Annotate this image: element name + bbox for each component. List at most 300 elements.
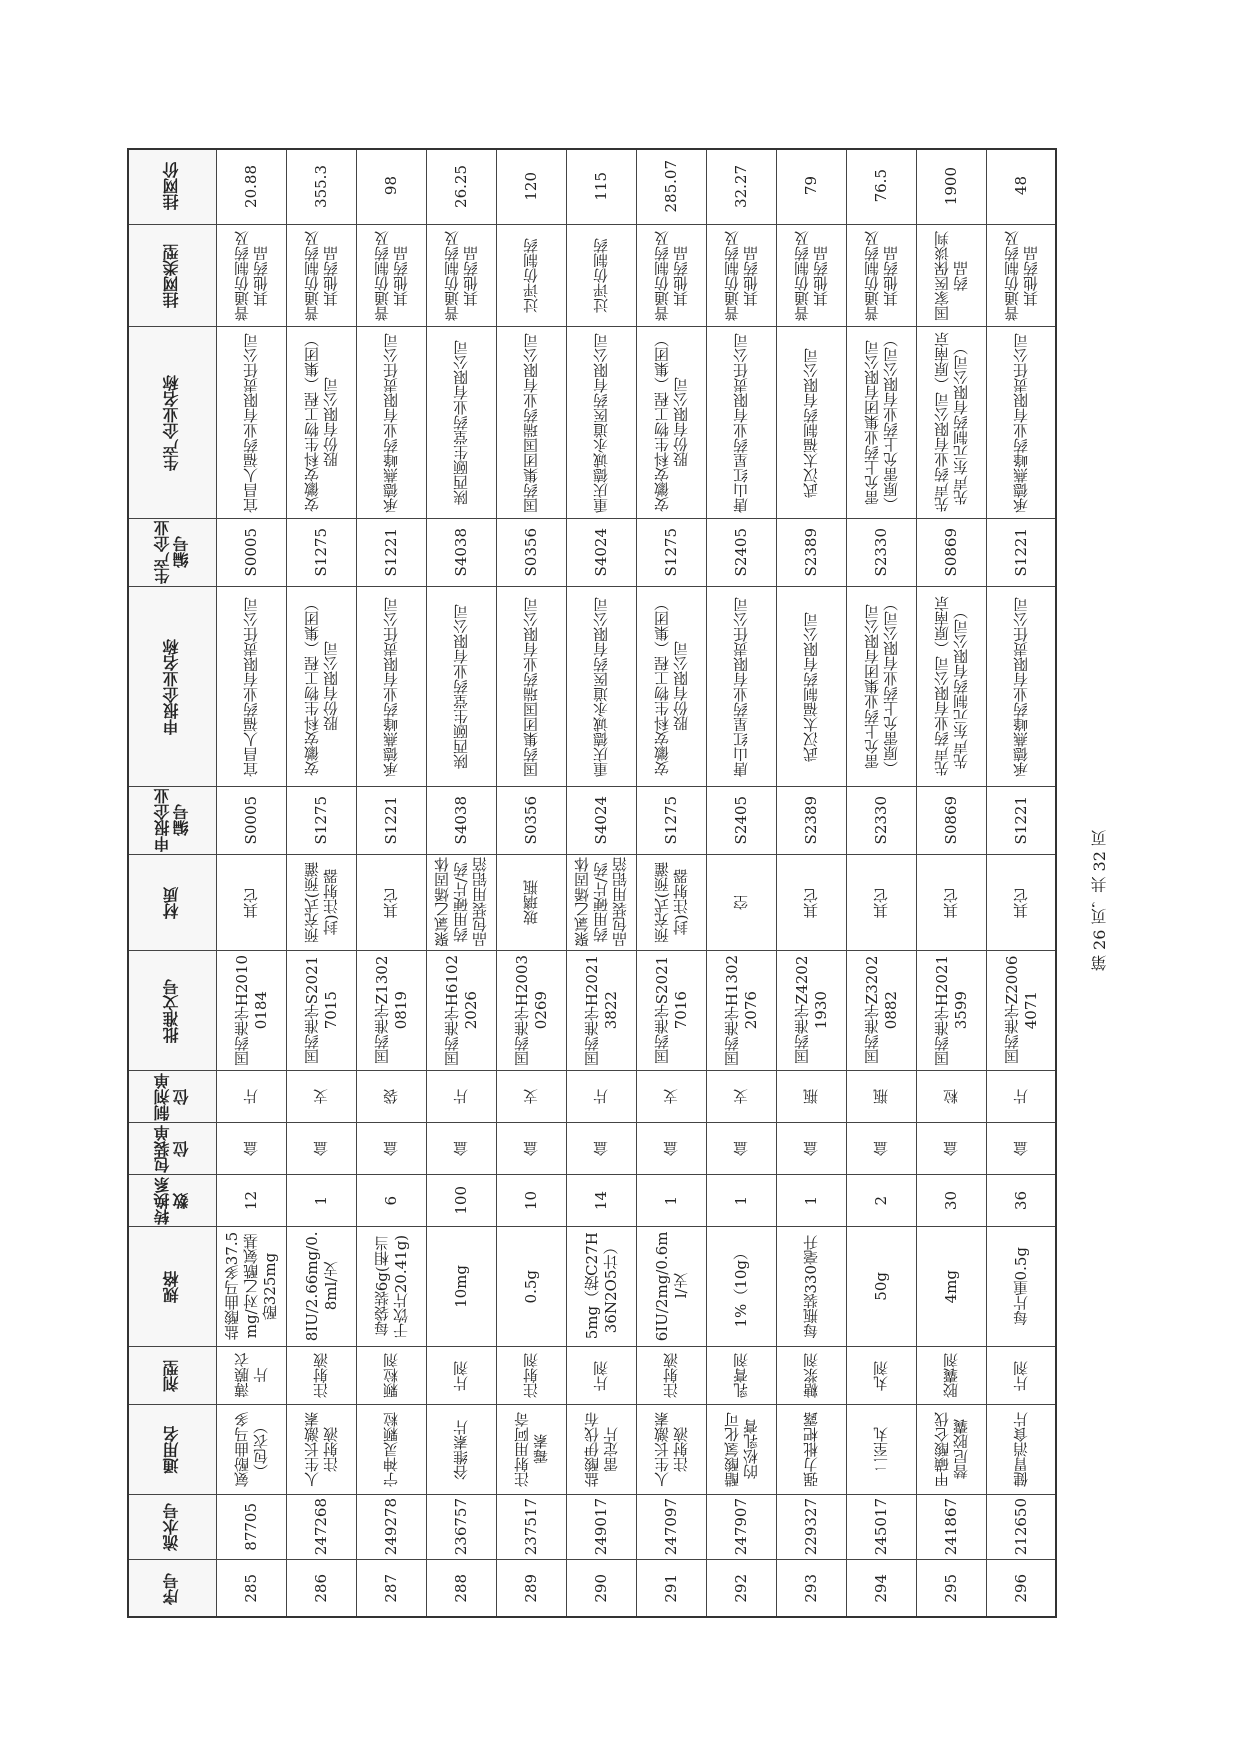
cell-text: S2389 [802,796,820,845]
cell-text: 1 [732,1195,750,1206]
cell-spec [917,1227,986,1347]
cell-text: 盐酸曲马多37.5mg/对乙酰氨基酚325mg [223,1232,279,1341]
header-label: 挂网价 [162,162,181,210]
cell-maker_code [497,519,566,587]
cell-maker_code [987,519,1056,587]
cell-applicant_code [707,787,776,855]
cell-text: 国药准字H61022026 [442,954,480,1067]
cell-form [497,1347,566,1405]
cell-text: 盒 [382,1141,400,1156]
cell-text: 国药准字Z42021930 [792,956,830,1065]
cell-text: 1 [802,1195,820,1206]
cell-text: 1%（10g） [732,1245,750,1328]
cell-listing_type [917,225,986,327]
cell-text: 重庆德诚永道医药有限公司 [592,332,610,513]
table-row [217,148,287,1618]
header-cell-price [127,148,216,225]
cell-maker [357,327,426,519]
cell-prep_unit [637,1071,706,1123]
cell-material [777,855,846,951]
cell-text: S0869 [942,796,960,845]
cell-text: S1275 [312,796,330,845]
cell-text: 285 [242,1574,260,1603]
cell-applicant_code [847,787,916,855]
cell-price [987,148,1056,225]
cell-material [357,855,426,951]
cell-text: 229327 [802,1498,820,1556]
cell-text: S4024 [592,796,610,845]
cell-text: 过评仿制药 [522,238,540,313]
cell-text: S1221 [382,528,400,577]
cell-text: 249017 [592,1498,610,1556]
cell-text: 6IU/2mg/0.6ml/支 [652,1231,690,1342]
cell-maker [987,327,1056,519]
cell-text: 武汉太福制药有限公司 [802,347,820,498]
cell-text: 盒 [242,1141,260,1156]
cell-price [287,148,356,225]
table-row [917,148,987,1618]
cell-approval [427,951,496,1071]
cell-seq [637,1560,706,1618]
cell-maker_code [427,519,496,587]
cell-maker_code [217,519,286,587]
cell-material [917,855,986,951]
cell-text: 其它 [872,887,890,918]
cell-text: 丸剂 [872,1360,890,1391]
cell-applicant [637,587,706,787]
cell-text: 片 [592,1089,610,1104]
cell-pack_unit [637,1123,706,1175]
cell-form [917,1347,986,1405]
cell-applicant_code [637,787,706,855]
cell-pack_unit [217,1123,286,1175]
cell-text: 1 [662,1195,680,1206]
cell-text: 296 [1012,1574,1030,1603]
cell-text: 5mg（按C27H36N2O5计） [582,1232,620,1340]
cell-text: 片 [452,1089,470,1104]
cell-text: 注射用阿奇霉素 [512,1412,550,1487]
cell-maker_code [777,519,846,587]
cell-text: S2405 [732,528,750,577]
table-header-row [127,148,217,1618]
cell-text: 氨酚曲马多（包衣） [232,1412,270,1487]
header-label: 序号 [162,1572,181,1605]
cell-name [287,1405,356,1495]
cell-applicant_code [567,787,636,855]
cell-text: 12 [242,1190,260,1211]
cell-listing_type [637,225,706,327]
cell-text: 过评仿制药 [592,238,610,313]
cell-serial [357,1495,426,1560]
cell-text: 其它 [1012,887,1030,918]
cell-text: 支 [312,1089,330,1104]
cell-price [917,148,986,225]
cell-text: 50g [872,1272,890,1301]
cell-material [287,855,356,951]
cell-maker_code [847,519,916,587]
cell-text: 注射液 [312,1353,330,1398]
header-cell-applicant_code [127,787,216,855]
cell-form [427,1347,496,1405]
cell-text: 人生长激素注射液 [652,1412,690,1487]
cell-applicant_code [427,787,496,855]
header-label: 制剂单位 [152,1072,191,1121]
cell-text: 安徽安科生物工程（集团）股份有限公司 [302,596,340,777]
cell-text: S1221 [382,796,400,845]
cell-text: 8IU/2.66mg/0.8ml/支 [302,1231,340,1342]
cell-seq [427,1560,496,1618]
cell-text: 盒 [872,1141,890,1156]
cell-text: 2 [872,1195,890,1206]
cell-price [637,148,706,225]
cell-text: 国药准字H20213599 [932,954,970,1067]
cell-text: 241867 [942,1498,960,1556]
cell-material [217,855,286,951]
cell-text: 79 [802,176,820,196]
cell-factor [497,1175,566,1227]
cell-text: 26.25 [452,164,470,208]
cell-serial [497,1495,566,1560]
cell-text: 212650 [1012,1498,1030,1556]
cell-form [637,1347,706,1405]
cell-text: 雷允上药业集团有限公司（原雷允上药业有限公司） [862,596,900,777]
cell-text: 胶囊剂 [942,1353,960,1398]
cell-material [567,855,636,951]
header-label: 批准文号 [162,978,181,1043]
cell-text: 294 [872,1574,890,1603]
cell-text: 人生长激素注射液 [302,1412,340,1487]
cell-name [917,1405,986,1495]
cell-text: 宜昌人福药业有限责任公司 [242,596,260,777]
cell-text: 国药准字H20100184 [232,954,270,1067]
cell-price [497,148,566,225]
cell-text: 289 [522,1574,540,1603]
cell-prep_unit [917,1071,986,1123]
cell-text: 注射剂 [522,1353,540,1398]
cell-serial [917,1495,986,1560]
cell-text: S0356 [522,528,540,577]
cell-price [427,148,496,225]
cell-text: 颗粒剂 [382,1353,400,1398]
table-row [497,148,567,1618]
cell-text: 98 [382,176,400,196]
cell-text: 国药准字Z13020819 [372,956,410,1065]
cell-text: 片剂 [592,1360,610,1391]
cell-spec [357,1227,426,1347]
cell-price [847,148,916,225]
cell-material [497,855,566,951]
cell-text: 1 [312,1195,330,1206]
cell-spec [707,1227,776,1347]
cell-text: 唐山红星药业有限责任公司 [732,332,750,513]
cell-maker [707,327,776,519]
cell-text: 288 [452,1574,470,1603]
cell-text: 普通仿制药及其他药品 [862,230,900,321]
cell-text: 36 [1012,1190,1030,1211]
header-label: 剂型 [162,1359,181,1392]
cell-text: 先声药业有限公司（原南京先声东元制药有限公司） [932,596,970,777]
cell-text: 14 [592,1190,610,1211]
cell-text: 100 [452,1186,470,1215]
cell-text: 醋酸氢化可的松乳膏 [722,1412,760,1487]
cell-text: 谷维素片 [452,1419,470,1480]
cell-name [707,1405,776,1495]
header-label: 材质 [162,886,181,919]
header-label: 申报企业名称 [162,638,181,735]
cell-approval [357,951,426,1071]
cell-text: 重庆德诚永道医药有限公司 [592,596,610,777]
cell-text: 355.3 [312,164,330,208]
cell-material [987,855,1056,951]
cell-factor [287,1175,356,1227]
header-cell-approval [127,951,216,1071]
cell-listing_type [567,225,636,327]
cell-maker [567,327,636,519]
cell-prep_unit [357,1071,426,1123]
cell-maker_code [567,519,636,587]
cell-applicant [567,587,636,787]
cell-text: 强力枇杷露 [802,1412,820,1487]
cell-text: 247268 [312,1498,330,1556]
cell-text: 每袋装6g(相当于饮片20.41g) [372,1234,410,1339]
cell-material [847,855,916,951]
cell-text: 承德燕峰药业有限责任公司 [382,596,400,777]
table-row [847,148,917,1618]
cell-name [357,1405,426,1495]
cell-factor [427,1175,496,1227]
cell-form [287,1347,356,1405]
cell-prep_unit [707,1071,776,1123]
cell-text: 袋 [382,1089,400,1104]
cell-pack_unit [357,1123,426,1175]
cell-text: S0005 [242,528,260,577]
cell-name [217,1405,286,1495]
cell-factor [637,1175,706,1227]
cell-maker [637,327,706,519]
cell-text: S1275 [662,528,680,577]
cell-maker_code [637,519,706,587]
cell-applicant [917,587,986,787]
cell-text: 普通仿制药及其他药品 [792,230,830,321]
cell-applicant [427,587,496,787]
cell-text: 30 [942,1190,960,1211]
cell-text: 290 [592,1574,610,1603]
cell-text: 120 [522,171,540,201]
cell-name [637,1405,706,1495]
cell-text: S0356 [522,796,540,845]
cell-approval [287,951,356,1071]
table-row [637,148,707,1618]
cell-text: 237517 [522,1498,540,1556]
cell-pack_unit [917,1123,986,1175]
cell-text: 20.88 [242,164,260,208]
cell-text: S0869 [942,528,960,577]
cell-text: 国家医保谈判药品 [932,230,970,321]
cell-text: 国药准字H20030269 [512,954,550,1067]
cell-text: S0005 [242,796,260,845]
cell-text: 国药准字H20213822 [582,954,620,1067]
cell-applicant [987,587,1056,787]
cell-seq [707,1560,776,1618]
header-cell-maker [127,327,216,519]
header-cell-factor [127,1175,216,1227]
cell-approval [987,951,1056,1071]
cell-text: 国药准字S20217016 [652,956,690,1065]
cell-text: 普通仿制药及其他药品 [302,230,340,321]
cell-text: 片剂 [1012,1360,1030,1391]
header-label: 包装单位 [152,1124,191,1173]
cell-applicant [777,587,846,787]
cell-text: S2405 [732,796,750,845]
table-row [707,148,777,1618]
cell-text: 盐酸伊伐布雷定片 [582,1412,620,1487]
cell-text: 支 [522,1089,540,1104]
cell-text: 285.07 [662,159,680,213]
cell-text: 安徽安科生物工程（集团）股份有限公司 [652,596,690,777]
header-cell-prep_unit [127,1071,216,1123]
cell-text: 支 [732,1089,750,1104]
cell-spec [497,1227,566,1347]
cell-text: 10mg [452,1265,470,1308]
cell-text: 盒 [1012,1141,1030,1156]
header-cell-serial [127,1495,216,1560]
header-label: 生产企业名称 [162,374,181,471]
cell-text: 承德燕峰药业有限责任公司 [1012,596,1030,777]
header-label: 转换系数 [152,1176,191,1225]
header-label: 挂网类型 [162,243,181,308]
cell-prep_unit [847,1071,916,1123]
cell-serial [987,1495,1056,1560]
header-label: 流水号 [162,1503,181,1551]
cell-name [777,1405,846,1495]
cell-price [217,148,286,225]
cell-text: S4038 [452,528,470,577]
cell-text: 承德燕峰药业有限责任公司 [382,332,400,513]
cell-listing_type [707,225,776,327]
cell-approval [777,951,846,1071]
cell-spec [777,1227,846,1347]
header-label: 通用名 [162,1425,181,1474]
cell-text: 安徽安科生物工程（集团）股份有限公司 [302,332,340,513]
cell-serial [217,1495,286,1560]
cell-form [707,1347,776,1405]
cell-text: 盒 [662,1141,680,1156]
cell-listing_type [777,225,846,327]
cell-maker_code [707,519,776,587]
cell-serial [637,1495,706,1560]
cell-prep_unit [217,1071,286,1123]
cell-price [357,148,426,225]
cell-text: 盒 [732,1141,750,1156]
cell-approval [637,951,706,1071]
drug-listing-table [127,148,1057,1618]
cell-maker_code [287,519,356,587]
cell-material [427,855,496,951]
cell-listing_type [987,225,1056,327]
cell-applicant_code [357,787,426,855]
cell-listing_type [847,225,916,327]
cell-spec [217,1227,286,1347]
cell-text: 陕西颐生堂药业有限公司 [452,604,470,769]
cell-prep_unit [777,1071,846,1123]
cell-applicant [707,587,776,787]
cell-text: 雷允上药业集团有限公司（原雷允上药业有限公司） [862,332,900,513]
header-cell-spec [127,1227,216,1347]
cell-text: 聚氯乙烯固体药用硬片/药品包装用铝箔 [433,857,489,948]
cell-prep_unit [987,1071,1056,1123]
cell-name [987,1405,1056,1495]
cell-applicant_code [497,787,566,855]
cell-serial [287,1495,356,1560]
cell-approval [917,951,986,1071]
cell-text: 115 [592,171,610,201]
cell-text: 292 [732,1574,750,1603]
cell-seq [777,1560,846,1618]
cell-text: 陕西颐生堂药业有限公司 [452,340,470,505]
cell-serial [777,1495,846,1560]
cell-text: 承德燕峰药业有限责任公司 [1012,332,1030,513]
cell-listing_type [217,225,286,327]
table-row [287,148,357,1618]
cell-text: 6 [382,1195,400,1206]
cell-text: S1221 [1012,528,1030,577]
cell-factor [357,1175,426,1227]
cell-factor [707,1175,776,1227]
cell-factor [847,1175,916,1227]
cell-text: S1275 [312,528,330,577]
cell-serial [707,1495,776,1560]
header-cell-seq [127,1560,216,1618]
cell-price [707,148,776,225]
cell-text: 其它 [242,887,260,918]
cell-factor [567,1175,636,1227]
cell-text: 普通仿制药及其他药品 [1002,230,1040,321]
cell-pack_unit [987,1123,1056,1175]
cell-maker [847,327,916,519]
table-row [777,148,847,1618]
cell-factor [917,1175,986,1227]
header-cell-pack_unit [127,1123,216,1175]
cell-text: 245017 [872,1498,890,1556]
cell-text: S1275 [662,796,680,845]
cell-text: 国药准字Z20064071 [1002,956,1040,1065]
cell-price [777,148,846,225]
cell-text: 宁神灵颗粒 [382,1412,400,1487]
cell-prep_unit [497,1071,566,1123]
cell-prep_unit [287,1071,356,1123]
cell-maker [777,327,846,519]
cell-text: 预充式(预灌封)注射器 [302,862,340,943]
cell-text: 32.27 [732,164,750,208]
cell-text: 0.5g [522,1269,540,1304]
cell-pack_unit [777,1123,846,1175]
cell-text: 国药准字Z32020882 [862,956,900,1065]
cell-name [427,1405,496,1495]
cell-text: 87705 [242,1503,260,1551]
cell-spec [427,1227,496,1347]
cell-form [217,1347,286,1405]
cell-text: S1221 [1012,796,1030,845]
cell-spec [637,1227,706,1347]
header-cell-material [127,855,216,951]
cell-prep_unit [427,1071,496,1123]
header-cell-applicant [127,587,216,787]
cell-text: 盒 [592,1141,610,1156]
cell-text: 236757 [452,1498,470,1556]
cell-applicant [217,587,286,787]
cell-serial [847,1495,916,1560]
cell-applicant_code [217,787,286,855]
